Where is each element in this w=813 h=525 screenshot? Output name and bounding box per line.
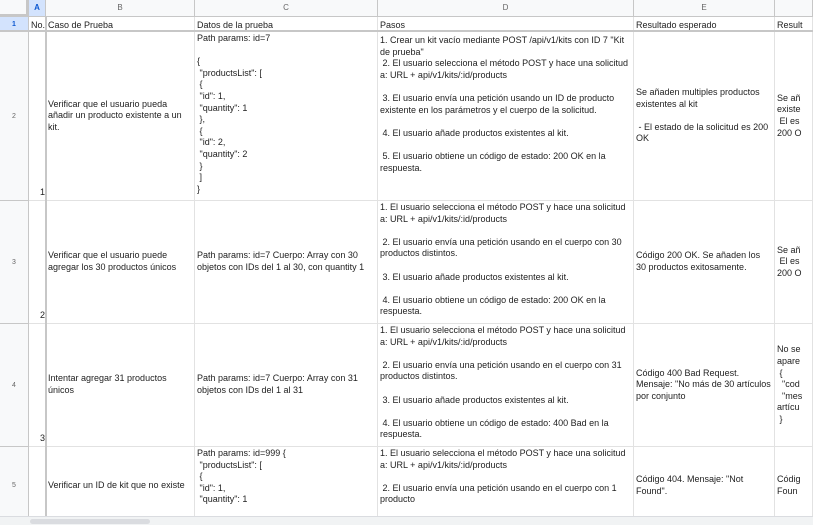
column-header-e[interactable]: E — [634, 0, 775, 17]
row-header-4[interactable]: 4 — [0, 324, 29, 447]
column-header-d[interactable]: D — [378, 0, 634, 17]
frozen-column-divider[interactable] — [45, 17, 47, 525]
cell-obtenido-text: Se añ El es 200 O — [777, 244, 802, 278]
cell-no[interactable] — [29, 32, 46, 201]
cell-no[interactable] — [29, 201, 46, 324]
cell-caso-text: Verificar un ID de kit que no existe — [48, 479, 185, 490]
cell-pasos[interactable]: 1. El usuario selecciona el método POST y hace una solicitud a: URL + api/v1/kits/:id/products 2. El usuario envía una petición usando en el cuerpo con 30 productos distintos. 3. El usuario añade productos existentes al kit. 4. El usuario obtiene un código de estado: 200 OK en la respuesta. — [378, 201, 634, 324]
row-header-5[interactable]: 5 — [0, 447, 29, 525]
cell-obtenido-text: Códig Foun — [777, 473, 801, 496]
frozen-row-divider[interactable] — [0, 30, 813, 32]
cell-caso[interactable] — [46, 447, 195, 525]
column-header-b[interactable]: B — [46, 0, 195, 17]
cell-esperado[interactable] — [634, 447, 775, 525]
select-all-corner[interactable] — [0, 0, 29, 17]
cell-datos[interactable]: Path params: id=999 { "productsList": [ { "id": 1, "quantity": 1 — [195, 447, 378, 525]
cell-no-value: 3 — [39, 433, 45, 444]
cell-obtenido-text: No se apare { "cod "mes artícu } — [777, 344, 803, 424]
cell-esperado-text: Código 200 OK. Se añaden los 30 productos exitosamente. — [636, 250, 763, 272]
cell-obtenido[interactable] — [775, 32, 813, 201]
cell-datos-text: Path params: id=7 Cuerpo: Array con 31 objetos con IDs del 1 al 31 — [197, 373, 361, 395]
cell-obtenido[interactable] — [775, 324, 813, 447]
cell-datos[interactable] — [195, 201, 378, 324]
horizontal-scrollbar-thumb[interactable] — [30, 519, 150, 524]
cell-obtenido-text: Se añ existe El es 200 O — [777, 92, 802, 138]
cell-datos[interactable] — [195, 324, 378, 447]
header-no[interactable]: No. — [29, 17, 46, 32]
cell-no-value: 2 — [39, 310, 45, 321]
cell-no[interactable] — [29, 447, 46, 525]
cell-pasos[interactable]: 1. El usuario selecciona el método POST y hace una solicitud a: URL + api/v1/kits/:id/products 2. El usuario envía una petición usando en el cuerpo con 1 producto — [378, 447, 634, 525]
cell-no-value: 1 — [39, 187, 45, 198]
cell-esperado-text: Código 404. Mensaje: "Not Found". — [636, 473, 746, 496]
cell-esperado-text: Se añaden multiples productos existentes al kit - El estado de la solicitud es 200 OK — [636, 87, 769, 144]
row-header-3[interactable]: 3 — [0, 201, 29, 324]
row-header-2[interactable]: 2 — [0, 32, 29, 201]
cell-datos[interactable]: Path params: id=7 { "productsList": [ { "id": 1, "quantity": 1 }, { "id": 2, "quantity": 2 } ] } — [195, 32, 378, 201]
cell-esperado[interactable] — [634, 201, 775, 324]
cell-esperado[interactable] — [634, 324, 775, 447]
column-header-c[interactable]: C — [195, 0, 378, 17]
cell-datos-text: Path params: id=7 Cuerpo: Array con 30 objetos con IDs del 1 al 30, con quantity 1 — [197, 250, 365, 272]
row-header-1[interactable]: 1 — [0, 17, 29, 32]
cell-caso-text: Verificar que el usuario pueda añadir un producto existente a un kit. — [48, 98, 185, 132]
cell-pasos[interactable]: 1. El usuario selecciona el método POST y hace una solicitud a: URL + api/v1/kits/:id/products 2. El usuario envía una petición usando en el cuerpo con 31 productos distintos. 3. El usuario añade productos existentes al kit. 4. El usuario obtiene un código de estado: 400 Bad en la respuesta. — [378, 324, 634, 447]
header-resultado-esperado[interactable]: Resultado esperado — [634, 17, 775, 32]
header-pasos[interactable]: Pasos — [378, 17, 634, 32]
header-datos-de-la-prueba[interactable]: Datos de la prueba — [195, 17, 378, 32]
cell-obtenido[interactable] — [775, 447, 813, 525]
cell-pasos[interactable]: 1. Crear un kit vacío mediante POST /api/v1/kits con ID 7 "Kit de prueba" 2. El usuario selecciona el método POST y hace una solicitud a: URL + api/v1/kits/:id/products 3. El usuario envía una petición usando un ID de producto existente en los parámetros y el cuerpo de la solicitud. 4. El usuario añade productos existentes al kit. 5. El usuario obtiene un código de estado: 200 OK en la respuesta. — [378, 32, 634, 201]
cell-caso[interactable] — [46, 201, 195, 324]
column-header-f[interactable] — [775, 0, 813, 17]
cell-esperado-text: Código 400 Bad Request. Mensaje: "No más de 30 artículos por conjunto — [636, 367, 774, 401]
cell-no[interactable] — [29, 324, 46, 447]
cell-caso-text: Verificar que el usuario puede agregar los 30 productos únicos — [48, 250, 177, 272]
header-caso-de-prueba[interactable]: Caso de Prueba — [46, 17, 195, 32]
header-resultado-obtenido[interactable]: Result — [775, 17, 813, 32]
cell-caso[interactable] — [46, 324, 195, 447]
column-header-a[interactable]: A — [29, 0, 46, 17]
cell-caso[interactable] — [46, 32, 195, 201]
cell-obtenido[interactable] — [775, 201, 813, 324]
cell-esperado[interactable] — [634, 32, 775, 201]
cell-caso-text: Intentar agregar 31 productos únicos — [48, 373, 170, 395]
